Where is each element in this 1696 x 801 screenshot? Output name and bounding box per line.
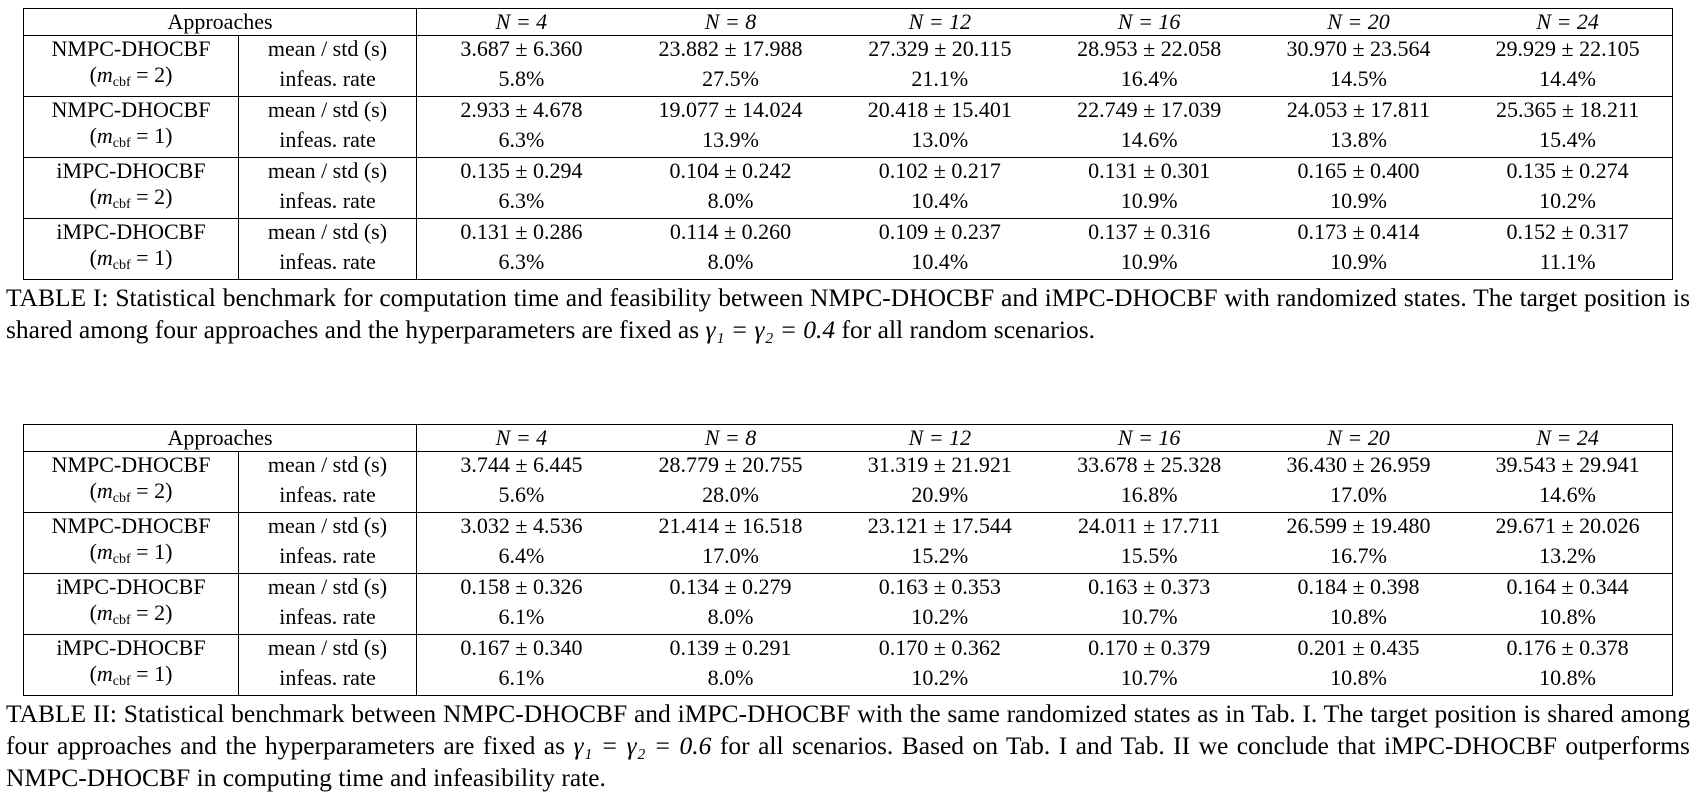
rate-cell: 10.4% [911, 249, 969, 274]
rate-cell: 17.0% [1254, 478, 1463, 513]
rate-cell: 10.8% [1463, 600, 1672, 635]
time-cell: 28.779 ± 20.755 [658, 452, 803, 477]
rate-cell: 8.0% [626, 184, 835, 219]
metric-label: mean / std (s) [239, 513, 417, 540]
time-cell: 0.109 ± 0.237 [878, 219, 1001, 244]
time-cell: 0.135 ± 0.294 [460, 158, 583, 183]
horizon-header: N = 16 [1045, 9, 1254, 36]
time-cell: 3.744 ± 6.445 [460, 452, 583, 477]
approaches-header: Approaches [24, 9, 417, 36]
time-cell: 0.131 ± 0.286 [460, 219, 583, 244]
time-cell: 39.543 ± 29.941 [1495, 452, 1640, 477]
table-row [24, 661, 1673, 696]
time-cell: 0.135 ± 0.274 [1506, 158, 1629, 183]
time-cell: 0.137 ± 0.316 [1088, 219, 1211, 244]
rate-cell: 13.8% [1254, 123, 1463, 158]
rate-cell: 10.8% [1330, 665, 1387, 690]
horizon-header: N = 8 [626, 9, 835, 36]
method-name: NMPC-DHOCBF [24, 36, 239, 63]
time-cell: 0.173 ± 0.414 [1297, 219, 1420, 244]
time-cell: 0.139 ± 0.291 [669, 635, 792, 660]
rate-cell: 10.8% [1539, 665, 1596, 690]
rate-cell: 8.0% [626, 600, 835, 635]
time-cell: 0.163 ± 0.373 [1088, 574, 1211, 599]
time-cell: 30.970 ± 23.564 [1286, 36, 1431, 61]
mcbf-label: $(m_{cbf} = 2)$ [24, 600, 239, 635]
rate-cell: 10.2% [911, 665, 969, 690]
rate-cell: 15.2% [835, 539, 1044, 574]
table-row [24, 635, 1673, 662]
metric-label: infeas. rate [239, 600, 417, 635]
method-name: iMPC-DHOCBF [24, 219, 239, 246]
rate-cell: 16.8% [1045, 478, 1254, 513]
time-cell: 0.104 ± 0.242 [669, 158, 792, 183]
caption-math: γ₁ = γ₂ = 0.6 [573, 731, 712, 760]
table-row [24, 245, 1673, 280]
rate-cell: 10.2% [1463, 184, 1672, 219]
time-cell: 0.165 ± 0.400 [1297, 158, 1420, 183]
rate-cell: 15.5% [1045, 539, 1254, 574]
method-name: NMPC-DHOCBF [24, 97, 239, 124]
metric-label: infeas. rate [239, 661, 417, 696]
time-cell: 0.114 ± 0.260 [669, 219, 792, 244]
time-cell: 0.102 ± 0.217 [878, 158, 1001, 183]
rate-cell: 6.4% [417, 539, 626, 574]
time-cell: 0.170 ± 0.379 [1088, 635, 1211, 660]
horizon-header: N = 12 [835, 425, 1044, 452]
table-row [24, 539, 1673, 574]
rate-cell: 6.3% [417, 184, 626, 219]
time-cell: 0.176 ± 0.378 [1506, 635, 1629, 660]
time-cell: 20.418 ± 15.401 [867, 97, 1012, 122]
time-cell: 0.131 ± 0.301 [1088, 158, 1211, 183]
table-row [24, 62, 1673, 97]
rate-cell: 14.4% [1463, 62, 1672, 97]
method-name: NMPC-DHOCBF [24, 513, 239, 540]
metric-label: infeas. rate [239, 184, 417, 219]
time-cell: 0.170 ± 0.362 [878, 635, 1001, 660]
time-cell: 0.164 ± 0.344 [1506, 574, 1629, 599]
method-name: iMPC-DHOCBF [24, 574, 239, 601]
metric-label: mean / std (s) [239, 635, 417, 662]
time-cell: 3.687 ± 6.360 [460, 36, 583, 61]
mcbf-label: $(m_{cbf} = 2)$ [24, 478, 239, 513]
method-name: iMPC-DHOCBF [24, 635, 239, 662]
time-cell: 21.414 ± 16.518 [658, 513, 803, 538]
rate-cell: 17.0% [626, 539, 835, 574]
horizon-header: N = 8 [626, 425, 835, 452]
rate-cell: 10.7% [1120, 665, 1178, 690]
rate-cell: 10.8% [1254, 600, 1463, 635]
time-cell: 33.678 ± 25.328 [1077, 452, 1222, 477]
time-cell: 0.158 ± 0.326 [460, 574, 583, 599]
mcbf-label: $(m_{cbf} = 2)$ [24, 62, 239, 97]
table-row [24, 478, 1673, 513]
table-row [24, 513, 1673, 540]
metric-label: infeas. rate [239, 62, 417, 97]
rate-cell: 6.1% [417, 600, 626, 635]
mcbf-label: $(m_{cbf} = 2)$ [24, 184, 239, 219]
mcbf-label: $(m_{cbf} = 1)$ [24, 245, 239, 280]
time-cell: 19.077 ± 14.024 [658, 97, 803, 122]
horizon-header: N = 24 [1463, 9, 1672, 36]
rate-cell: 10.9% [1330, 249, 1387, 274]
horizon-header: N = 12 [835, 9, 1044, 36]
rate-cell: 14.5% [1254, 62, 1463, 97]
time-cell: 23.121 ± 17.544 [867, 513, 1012, 538]
time-cell: 3.032 ± 4.536 [460, 513, 583, 538]
metric-label: mean / std (s) [239, 219, 417, 246]
metric-label: mean / std (s) [239, 574, 417, 601]
horizon-header: N = 4 [417, 425, 626, 452]
rate-cell: 13.0% [835, 123, 1044, 158]
time-cell: 26.599 ± 19.480 [1286, 513, 1431, 538]
time-cell: 2.933 ± 4.678 [460, 97, 583, 122]
method-name: iMPC-DHOCBF [24, 158, 239, 185]
horizon-header: N = 20 [1254, 9, 1463, 36]
mcbf-label: $(m_{cbf} = 1)$ [24, 661, 239, 696]
table-2-header-row [24, 425, 1673, 452]
table-row [24, 123, 1673, 158]
time-cell: 25.365 ± 18.211 [1495, 97, 1640, 122]
table-2-caption: TABLE II: Statistical benchmark between NMPC-DHOCBF and iMPC-DHOCBF with the same randomized states as in Tab. I. The target position is shared among four approaches and the hyperparameters are fixed as γ₁ = γ₂ = 0.6 for all scenarios. Based on Tab. I and Tab. II we conclude that iMPC-DHOCBF outperforms NMPC-DHOCBF in computing time and infeasibility rate. [6, 699, 1690, 792]
rate-cell: 8.0% [707, 665, 754, 690]
metric-label: mean / std (s) [239, 97, 417, 124]
time-cell: 28.953 ± 22.058 [1077, 36, 1222, 61]
time-cell: 29.929 ± 22.105 [1495, 36, 1640, 61]
method-name: NMPC-DHOCBF [24, 452, 239, 479]
rate-cell: 21.1% [835, 62, 1044, 97]
table-row [24, 219, 1673, 246]
rate-cell: 6.3% [417, 123, 626, 158]
rate-cell: 14.6% [1045, 123, 1254, 158]
rate-cell: 10.4% [835, 184, 1044, 219]
time-cell: 0.152 ± 0.317 [1506, 219, 1629, 244]
table-row [24, 452, 1673, 479]
table-row [24, 158, 1673, 185]
metric-label: infeas. rate [239, 539, 417, 574]
time-cell: 22.749 ± 17.039 [1077, 97, 1222, 122]
time-cell: 31.319 ± 21.921 [867, 452, 1012, 477]
table-row [24, 574, 1673, 601]
rate-cell: 6.1% [498, 665, 545, 690]
table-1-header-row [24, 9, 1673, 36]
time-cell: 29.671 ± 20.026 [1495, 513, 1640, 538]
rate-cell: 16.7% [1254, 539, 1463, 574]
rate-cell: 10.2% [835, 600, 1044, 635]
rate-cell: 14.6% [1463, 478, 1672, 513]
rate-cell: 10.9% [1045, 184, 1254, 219]
rate-cell: 10.9% [1254, 184, 1463, 219]
table-row [24, 184, 1673, 219]
mcbf-label: $(m_{cbf} = 1)$ [24, 539, 239, 574]
rate-cell: 10.7% [1045, 600, 1254, 635]
rate-cell: 6.3% [498, 249, 545, 274]
mcbf-label: $(m_{cbf} = 1)$ [24, 123, 239, 158]
metric-label: mean / std (s) [239, 158, 417, 185]
rate-cell: 15.4% [1463, 123, 1672, 158]
rate-cell: 13.9% [626, 123, 835, 158]
rate-cell: 10.9% [1120, 249, 1178, 274]
time-cell: 0.167 ± 0.340 [460, 635, 583, 660]
time-cell: 27.329 ± 20.115 [868, 36, 1012, 61]
rate-cell: 16.4% [1045, 62, 1254, 97]
time-cell: 36.430 ± 26.959 [1286, 452, 1431, 477]
time-cell: 0.134 ± 0.279 [669, 574, 792, 599]
rate-cell: 27.5% [626, 62, 835, 97]
time-cell: 23.882 ± 17.988 [658, 36, 803, 61]
metric-label: infeas. rate [239, 123, 417, 158]
rate-cell: 5.8% [417, 62, 626, 97]
rate-cell: 8.0% [707, 249, 754, 274]
time-cell: 24.011 ± 17.711 [1077, 513, 1221, 538]
time-cell: 0.201 ± 0.435 [1297, 635, 1420, 660]
approaches-header: Approaches [24, 425, 417, 452]
rate-cell: 28.0% [626, 478, 835, 513]
metric-label: mean / std (s) [239, 452, 417, 479]
table-1 [23, 8, 1673, 280]
rate-cell: 5.6% [417, 478, 626, 513]
metric-label: infeas. rate [239, 245, 417, 280]
table-2 [23, 424, 1673, 696]
rate-cell: 13.2% [1463, 539, 1672, 574]
table-1-caption: TABLE I: Statistical benchmark for computation time and feasibility between NMPC-DHOCBF and iMPC-DHOCBF with randomized states. The target position is shared among four approaches and the hyperparameters are fixed as γ₁ = γ₂ = 0.4 for all random scenarios. [6, 283, 1690, 344]
rate-cell: 20.9% [835, 478, 1044, 513]
horizon-header: N = 24 [1463, 425, 1672, 452]
horizon-header: N = 4 [417, 9, 626, 36]
horizon-header: N = 16 [1045, 425, 1254, 452]
metric-label: mean / std (s) [239, 36, 417, 63]
caption-math: γ₁ = γ₂ = 0.4 [705, 315, 836, 344]
horizon-header: N = 20 [1254, 425, 1463, 452]
table-row [24, 97, 1673, 124]
table-row [24, 36, 1673, 63]
table-row [24, 600, 1673, 635]
metric-label: infeas. rate [239, 478, 417, 513]
time-cell: 0.163 ± 0.353 [878, 574, 1001, 599]
time-cell: 0.184 ± 0.398 [1297, 574, 1420, 599]
time-cell: 24.053 ± 17.811 [1286, 97, 1431, 122]
rate-cell: 11.1% [1539, 249, 1596, 274]
